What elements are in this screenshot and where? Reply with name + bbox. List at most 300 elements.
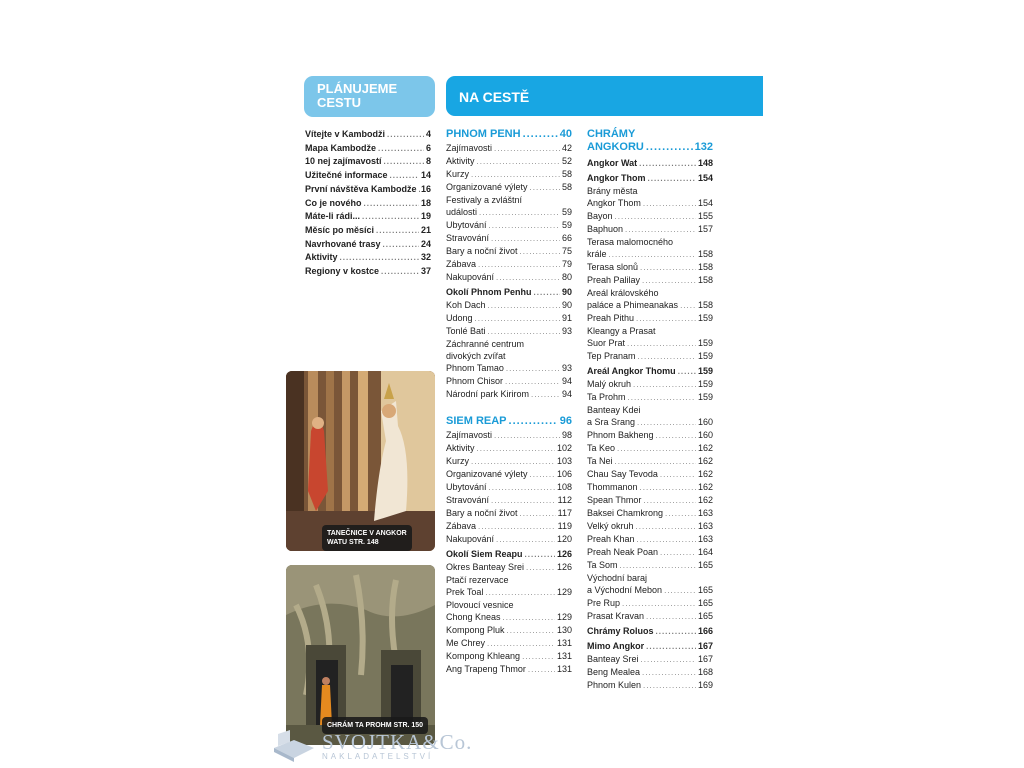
leader-dots [615, 211, 696, 223]
apsara-dancers-photo [286, 371, 435, 551]
toc-entry[interactable] [446, 442, 572, 455]
toc-entry-page: 167 [697, 654, 713, 664]
toc-entry[interactable] [587, 378, 713, 391]
dancers-caption-line1: TANEČNICE V ANGKOR [327, 530, 407, 537]
toc-entry[interactable] [587, 481, 713, 494]
toc-entry[interactable] [587, 468, 713, 481]
toc-entry-title: Beng Mealea [587, 667, 641, 677]
leader-dots [643, 198, 696, 210]
toc-entry-page: 165 [697, 585, 713, 595]
toc-entry-title: Pre Rup [587, 598, 621, 608]
toc-entry-page: 79 [561, 259, 572, 269]
toc-entry-title-line: Festivaly a zvláštní [446, 195, 523, 205]
toc-entry-page: 93 [561, 326, 572, 336]
toc-entry[interactable] [305, 128, 431, 142]
toc-entry[interactable] [446, 286, 572, 299]
toc-entry-page: 102 [556, 443, 572, 453]
toc-entry-title: Phnom Chisor [446, 376, 504, 386]
leader-dots [387, 128, 424, 142]
leader-dots [478, 521, 556, 533]
toc-entry[interactable] [587, 666, 713, 679]
toc-entry-page: 159 [697, 379, 713, 389]
section-title-line2: ANGKORU [587, 141, 644, 153]
toc-entry-title: Kurzy [446, 456, 470, 466]
toc-entry[interactable] [446, 245, 572, 258]
toc-entry[interactable] [446, 520, 572, 533]
toc-entry-page: 94 [561, 389, 572, 399]
toc-entry[interactable] [587, 546, 713, 559]
toc-entry-page: 90 [561, 287, 572, 297]
toc-entry-page: 158 [697, 275, 713, 285]
toc-entry-title: Užitečné informace [305, 170, 388, 181]
toc-entry-title: Ta Prohm [587, 392, 626, 402]
angkor-list [587, 157, 713, 692]
toc-entry[interactable] [446, 624, 572, 637]
leader-dots [520, 508, 556, 520]
toc-entry-page: 162 [697, 482, 713, 492]
dancers-caption [322, 525, 412, 551]
toc-entry-page: 158 [697, 249, 713, 259]
toc-entry[interactable] [446, 388, 572, 401]
leader-dots [633, 379, 696, 391]
leader-dots [636, 313, 696, 325]
toc-entry[interactable] [587, 520, 713, 533]
leader-dots [678, 366, 696, 378]
toc-entry-title: Kompong Khleang [446, 651, 521, 661]
toc-entry-title: Terasa slonů [587, 262, 639, 272]
toc-entry[interactable] [446, 468, 572, 481]
toc-entry[interactable] [446, 574, 572, 599]
toc-entry-title: Regiony v kostce [305, 266, 380, 277]
right-column [587, 128, 713, 692]
toc-entry-title: Stravování [446, 233, 490, 243]
toc-entry-title: Chrámy Roluos [587, 626, 654, 636]
toc-entry[interactable] [587, 533, 713, 546]
toc-entry-page: 126 [556, 562, 572, 572]
toc-entry[interactable] [446, 637, 572, 650]
toc-entry-title: Aktivity [446, 156, 475, 166]
leader-dots [656, 430, 696, 442]
section-title: PHNOM PENH [446, 128, 521, 140]
toc-entry-title: Co je nového [305, 197, 362, 208]
toc-entry[interactable] [587, 455, 713, 468]
leader-dots [494, 143, 560, 155]
toc-entry[interactable] [305, 265, 431, 279]
ta-prohm-photo [286, 565, 435, 745]
leader-dots [496, 534, 555, 546]
leader-dots [491, 233, 560, 245]
leader-dots [639, 158, 696, 170]
toc-entry[interactable] [446, 494, 572, 507]
toc-entry[interactable] [587, 679, 713, 692]
toc-entry[interactable] [446, 481, 572, 494]
leader-dots [376, 224, 419, 238]
toc-entry-title: Okolí Phnom Penhu [446, 287, 532, 297]
toc-entry[interactable] [587, 494, 713, 507]
leader-dots [384, 155, 424, 169]
toc-entry[interactable] [587, 274, 713, 287]
toc-entry-title-line: Areál královského [587, 288, 659, 298]
toc-entry-page: 24 [420, 238, 431, 249]
leader-dots [609, 249, 696, 261]
toc-entry-page: 160 [697, 417, 713, 427]
toc-entry-title: Zábava [446, 521, 477, 531]
toc-entry-title: Preah Neak Poan [587, 547, 659, 557]
toc-entry[interactable] [446, 258, 572, 271]
toc-entry[interactable] [587, 640, 713, 653]
toc-entry-page: 103 [556, 456, 572, 466]
toc-entry-title: Ta Keo [587, 443, 616, 453]
leader-dots [378, 142, 424, 156]
toc-entry-title: Stravování [446, 495, 490, 505]
toc-entry-title: Suor Prat [587, 338, 626, 348]
leader-dots [506, 363, 560, 375]
toc-entry[interactable] [587, 625, 713, 638]
toc-entry-title: Malý okruh [587, 379, 632, 389]
leader-dots [530, 182, 560, 194]
toc-entry-page: 154 [697, 198, 713, 208]
toc-entry-page: 162 [697, 443, 713, 453]
toc-entry[interactable] [446, 338, 572, 375]
toc-entry-title: Vítejte v Kambodži [305, 129, 386, 139]
toc-entry-title: Ta Som [587, 560, 618, 570]
leader-dots [496, 272, 560, 284]
toc-entry[interactable] [446, 194, 572, 219]
toc-entry-title: Okres Banteay Srei [446, 562, 525, 572]
toc-entry[interactable] [446, 271, 572, 284]
toc-entry[interactable] [587, 653, 713, 666]
toc-entry-title: Udong [446, 313, 473, 323]
toc-entry[interactable] [446, 533, 572, 546]
toc-entry-page: 131 [556, 651, 572, 661]
toc-entry-page: 42 [561, 143, 572, 153]
toc-entry-page: 52 [561, 156, 572, 166]
toc-entry[interactable] [446, 155, 572, 168]
toc-entry-title: Máte-li rádi... [305, 211, 361, 222]
publisher-sub: NAKLADATELSTVÍ [322, 752, 434, 761]
toc-entry-title: Zábava [446, 259, 477, 269]
toc-entry-page: 157 [697, 224, 713, 234]
leader-dots [664, 585, 696, 597]
toc-entry-page: 165 [697, 611, 713, 621]
toc-entry-page: 58 [561, 169, 572, 179]
leader-dots [680, 300, 696, 312]
toc-entry-page: 159 [697, 351, 713, 361]
leader-dots [471, 456, 555, 468]
leader-dots [478, 259, 560, 271]
toc-entry[interactable] [587, 287, 713, 312]
toc-entry[interactable] [446, 663, 572, 676]
toc-entry-title-line: Záchranné centrum [446, 339, 525, 349]
toc-entry-page: 90 [561, 300, 572, 310]
toc-entry-page: 14 [420, 170, 431, 181]
toc-entry[interactable] [305, 251, 431, 265]
toc-entry-title: Kompong Pluk [446, 625, 505, 635]
toc-entry-page: 108 [556, 482, 572, 492]
toc-entry-title: Me Chrey [446, 638, 486, 648]
toc-entry[interactable] [305, 142, 431, 156]
toc-entry[interactable] [587, 572, 713, 597]
toc-entry-title: Organizované výlety [446, 469, 528, 479]
section-angkor[interactable] [587, 128, 713, 154]
toc-entry-page: 37 [420, 266, 431, 277]
toc-entry-title: Preah Khan [587, 534, 635, 544]
toc-entry[interactable] [446, 181, 572, 194]
toc-entry-title: Prek Toal [446, 587, 484, 597]
toc-entry[interactable] [587, 236, 713, 261]
toc-entry-title: Okolí Siem Reapu [446, 549, 523, 559]
toc-entry-page: 129 [556, 587, 572, 597]
toc-entry[interactable] [587, 597, 713, 610]
toc-entry-title: Angkor Wat [587, 158, 638, 168]
section-title: SIEM REAP [446, 415, 507, 427]
planning-banner-line1: PLÁNUJEME [317, 81, 398, 96]
leader-dots [505, 376, 560, 388]
leader-dots [646, 611, 696, 623]
leader-dots [628, 392, 696, 404]
leader-dots [520, 246, 560, 258]
section-page: 40 [559, 128, 572, 140]
section-phnom-penh[interactable] [446, 128, 572, 140]
toc-entry-page: 165 [697, 560, 713, 570]
toc-entry[interactable] [446, 219, 572, 232]
leader-dots [625, 224, 696, 236]
toc-entry[interactable] [446, 548, 572, 561]
leader-dots [522, 651, 555, 663]
leader-dots [640, 482, 696, 494]
siem-reap-list [446, 429, 572, 676]
leader-dots [471, 169, 560, 181]
toc-entry-title: Národní park Kirirom [446, 389, 530, 399]
toc-entry-title-line: Brány města [587, 186, 638, 196]
toc-entry[interactable] [446, 561, 572, 574]
leader-dots [642, 275, 696, 287]
leader-dots [487, 638, 555, 650]
toc-entry[interactable] [587, 325, 713, 350]
leader-dots [656, 626, 696, 638]
ta-prohm-caption-text: CHRÁM TA PROHM STR. 150 [327, 722, 424, 729]
toc-entry-title: krále [587, 249, 607, 259]
section-page: 96 [559, 415, 572, 427]
toc-entry[interactable] [587, 172, 713, 185]
toc-entry-page: 19 [420, 211, 431, 222]
toc-entry-title: paláce a Phimeanakas [587, 300, 679, 310]
toc-entry[interactable] [587, 365, 713, 378]
leader-dots [636, 521, 696, 533]
planning-banner [304, 76, 435, 117]
toc-entry-title-line: Východní baraj [587, 573, 648, 583]
leader-dots [660, 469, 696, 481]
toc-entry[interactable] [446, 312, 572, 325]
leader-dots [643, 680, 696, 692]
toc-entry-title: Areál Angkor Thomu [587, 366, 676, 376]
toc-entry[interactable] [305, 197, 431, 211]
toc-entry[interactable] [305, 169, 431, 183]
toc-entry-page: 59 [561, 220, 572, 230]
toc-entry-title: Bary a noční život [446, 508, 518, 518]
toc-entry[interactable] [587, 404, 713, 429]
publisher-name: SVOJTKA&Co. [322, 730, 473, 754]
toc-entry-title: Navrhované trasy [305, 238, 381, 249]
toc-entry[interactable] [587, 442, 713, 455]
section-siem-reap[interactable] [446, 415, 572, 427]
toc-entry[interactable] [446, 299, 572, 312]
toc-entry-title: Koh Dach [446, 300, 486, 310]
toc-entry[interactable] [587, 559, 713, 572]
leader-dots [475, 313, 560, 325]
leader-dots [503, 612, 555, 624]
toc-entry[interactable] [587, 350, 713, 363]
toc-entry[interactable] [305, 224, 431, 238]
toc-entry-title: Ubytování [446, 220, 487, 230]
toc-entry-page: 8 [425, 156, 431, 167]
toc-entry[interactable] [446, 455, 572, 468]
toc-entry-page: 16 [420, 183, 431, 194]
toc-entry-title: Měsíc po měsíci [305, 224, 375, 235]
toc-entry-page: 21 [420, 224, 431, 235]
leader-dots [491, 495, 556, 507]
toc-entry-page: 162 [697, 495, 713, 505]
toc-entry-title: Baphuon [587, 224, 624, 234]
toc-entry-page: 66 [561, 233, 572, 243]
toc-entry-page: 119 [557, 521, 572, 531]
toc-entry[interactable] [305, 210, 431, 224]
toc-entry-page: 131 [556, 638, 572, 648]
toc-entry[interactable] [587, 429, 713, 442]
toc-entry-page: 120 [556, 534, 572, 544]
toc-entry[interactable] [305, 155, 431, 169]
toc-entry-page: 166 [697, 626, 713, 636]
leader-dots [485, 587, 555, 599]
leader-dots [362, 210, 419, 224]
toc-entry-title-line: Kleangy a Prasat [587, 326, 656, 336]
toc-entry-title: Aktivity [305, 252, 338, 263]
toc-entry-title: Preah Pithu [587, 313, 635, 323]
leader-dots [637, 417, 696, 429]
toc-entry[interactable] [587, 610, 713, 623]
toc-entry-title: Kurzy [446, 169, 470, 179]
publisher-logo [270, 728, 473, 766]
toc-entry[interactable] [446, 168, 572, 181]
toc-entry-title: Banteay Srei [587, 654, 639, 664]
leader-dots [637, 534, 696, 546]
toc-entry-page: 112 [557, 495, 572, 505]
toc-entry[interactable] [446, 375, 572, 388]
toc-entry[interactable] [587, 185, 713, 210]
leader-dots [528, 664, 555, 676]
toc-entry-page: 163 [697, 534, 713, 544]
toc-entry-page: 148 [697, 158, 713, 168]
toc-entry-title: události [446, 207, 478, 217]
toc-entry-page: 93 [561, 363, 572, 373]
toc-entry-page: 80 [561, 272, 572, 282]
leader-dots [488, 300, 560, 312]
leader-dots [642, 667, 696, 679]
toc-entry-title: Prasat Kravan [587, 611, 645, 621]
toc-entry[interactable] [446, 325, 572, 338]
toc-entry-title: Angkor Thom [587, 173, 646, 183]
toc-entry-title: Nakupování [446, 534, 495, 544]
leader-dots [383, 238, 419, 252]
toc-entry-page: 155 [697, 211, 713, 221]
on-the-road-banner [446, 76, 763, 116]
leader-dots [534, 287, 560, 299]
toc-entry[interactable] [587, 312, 713, 325]
toc-entry-title: Zajímavosti [446, 430, 493, 440]
toc-entry-title-line: Plovoucí vesnice [446, 600, 514, 610]
toc-entry-title: Baksei Chamkrong [587, 508, 664, 518]
toc-entry-page: 98 [561, 430, 572, 440]
toc-entry[interactable] [587, 157, 713, 170]
toc-entry[interactable] [446, 232, 572, 245]
toc-entry-title: Spean Thmor [587, 495, 642, 505]
toc-entry[interactable] [587, 261, 713, 274]
toc-entry-page: 164 [697, 547, 713, 557]
toc-entry-page: 160 [697, 430, 713, 440]
toc-entry[interactable] [446, 142, 572, 155]
leader-dots [488, 326, 560, 338]
toc-entry[interactable] [587, 391, 713, 404]
toc-entry-title: Tonlé Bati [446, 326, 486, 336]
toc-entry-page: 159 [697, 392, 713, 402]
leader-dots [364, 197, 419, 211]
toc-entry[interactable] [587, 223, 713, 236]
toc-entry-title: a Sra Srang [587, 417, 636, 427]
toc-entry-title: a Východní Mebon [587, 585, 663, 595]
leader-dots [390, 169, 419, 183]
toc-entry-title: Ubytování [446, 482, 487, 492]
leader-dots [665, 508, 696, 520]
dancers-caption-line2: WATU STR. 148 [327, 539, 379, 546]
toc-entry[interactable] [446, 599, 572, 624]
toc-entry-page: 130 [556, 625, 572, 635]
toc-entry[interactable] [305, 238, 431, 252]
phnom-penh-list [446, 142, 572, 401]
toc-entry[interactable] [305, 183, 431, 197]
toc-entry-page: 94 [561, 376, 572, 386]
toc-entry-title: Ta Nei [587, 456, 613, 466]
toc-entry-page: 159 [697, 366, 713, 376]
leader-dots [477, 443, 555, 455]
toc-entry[interactable] [446, 429, 572, 442]
toc-entry-page: 154 [697, 173, 713, 183]
toc-entry-page: 159 [697, 338, 713, 348]
leader-dots [494, 430, 560, 442]
leader-dots [648, 173, 696, 185]
toc-entry-page: 91 [561, 313, 572, 323]
toc-entry-page: 58 [561, 182, 572, 192]
toc-entry[interactable] [446, 650, 572, 663]
on-the-road-banner-label: NA CESTĚ [459, 89, 530, 105]
toc-entry-title: Ang Trapeng Thmor [446, 664, 526, 674]
leader-dots [620, 560, 696, 572]
toc-entry-title: Phnom Kulen [587, 680, 642, 690]
leader-dots [526, 562, 555, 574]
toc-entry-page: 162 [697, 469, 713, 479]
toc-entry-title: První návštěva Kambodže [305, 183, 417, 194]
toc-entry-title: Nakupování [446, 272, 495, 282]
toc-entry-title-line: Ptačí rezervace [446, 575, 509, 585]
toc-entry-page: 167 [697, 641, 713, 651]
book-icon [270, 728, 320, 762]
toc-entry[interactable] [587, 210, 713, 223]
toc-entry[interactable] [446, 507, 572, 520]
toc-entry-title: Mimo Angkor [587, 641, 645, 651]
leader-dots [638, 351, 696, 363]
leader-dots [643, 495, 696, 507]
toc-entry[interactable] [587, 507, 713, 520]
toc-entry-title: Phnom Tamao [446, 363, 504, 373]
